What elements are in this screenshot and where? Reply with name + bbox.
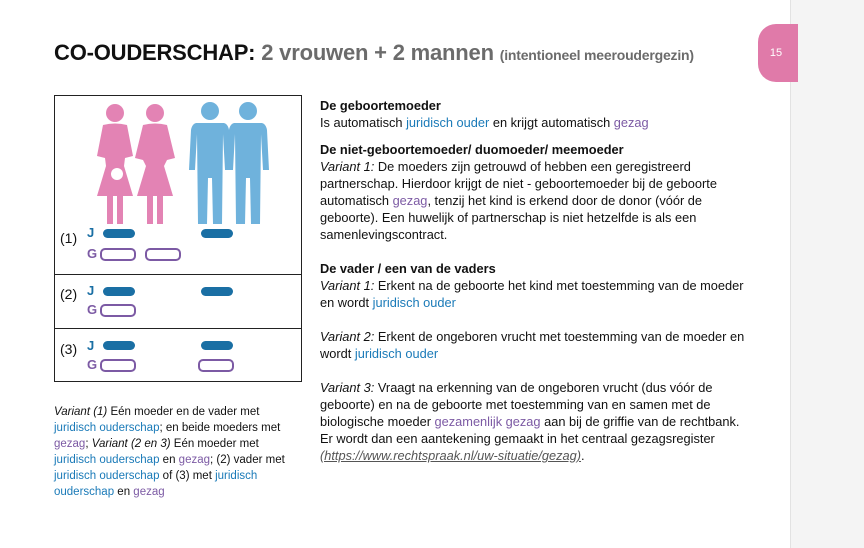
gezag-bar xyxy=(198,359,234,372)
juridisch-bar xyxy=(103,287,135,296)
section-heading: De vader / een van de vaders xyxy=(320,261,496,276)
figure-divider xyxy=(55,328,301,329)
rechtspraak-link[interactable]: (https://www.rechtspraak.nl/uw-situatie/gezag) xyxy=(320,448,582,463)
juridisch-bar xyxy=(201,287,233,296)
juridisch-bar xyxy=(201,341,233,350)
gezag-bar xyxy=(100,304,136,317)
page-number-tab: 15 xyxy=(758,24,798,82)
section-heading: De geboortemoeder xyxy=(320,98,441,113)
gezag-label: G xyxy=(87,246,98,261)
section-paragraph: Variant 1: De moeders zijn getrouwd of hebben een geregistreerd partnerschap. Hierdoor krijgt de niet - geboortemoeder bij de geboorte automatisch gezag, tenzij het kind is erkend door de donor (vóór de geboorte). Een huwelijk of partnerschap is niet hetzelfde is als een samenlevingscontract. xyxy=(320,159,717,242)
juridisch-label: J xyxy=(87,225,95,240)
section-paragraph: Is automatisch juridisch ouder en krijgt automatisch gezag xyxy=(320,115,649,130)
section-paragraph: Variant 3: Vraagt na erkenning van de ongeboren vrucht (dus vóór de geboorte) en na de geboorte met toestemming van en samen met de biologische moeder gezamenlijk gezag aan bij de griffie van de rechtbank. Er wordt dan een aantekening gemaakt in het centraal gezagsregister (https://www.rechtspraak.nl/uw-situatie/gezag). xyxy=(320,380,740,463)
row-label: (2) xyxy=(60,286,78,302)
woman-icon xyxy=(135,104,175,224)
juridisch-bar xyxy=(103,341,135,350)
gezag-label: G xyxy=(87,357,98,372)
section-heading: De niet-geboortemoeder/ duomoeder/ meemoeder xyxy=(320,142,624,157)
title-sub: 2 vrouwen + 2 mannen xyxy=(261,40,494,65)
juridisch-bar xyxy=(103,229,135,238)
gezag-bar xyxy=(100,248,136,261)
section-paragraph: Variant 2: Erkent de ongeboren vrucht met toestemming van de moeder en wordt juridisch ouder xyxy=(320,329,745,361)
title-main: CO-OUDERSCHAP: xyxy=(54,40,256,65)
page-edge xyxy=(790,0,864,548)
page-title xyxy=(54,40,694,66)
baby-icon xyxy=(111,168,123,180)
parents-figure xyxy=(54,95,302,382)
woman-icon xyxy=(97,104,133,224)
figure-caption: Variant (1) Eén moeder en de vader met juridisch ouderschap; en beide moeders met gezag; Variant (2 en 3) Eén moeder met juridisch ouderschap en gezag; (2) vader met juridisch ouderschap of (3) met juridisch ouderschap en gezag xyxy=(54,406,285,498)
juridisch-label: J xyxy=(87,283,95,298)
figure-divider xyxy=(55,274,301,275)
row-label: (3) xyxy=(60,341,78,357)
section-paragraph: Variant 1: Erkent na de geboorte het kind met toestemming van de moeder en wordt juridisch ouder xyxy=(320,278,744,310)
gezag-bar xyxy=(100,359,136,372)
body-text xyxy=(320,97,750,464)
parents-illustration xyxy=(55,96,301,224)
juridisch-label: J xyxy=(87,338,95,353)
juridisch-bar xyxy=(201,229,233,238)
man-icon xyxy=(227,102,269,224)
title-note: (intentioneel meeroudergezin) xyxy=(499,47,694,63)
gezag-bar xyxy=(145,248,181,261)
man-icon xyxy=(189,102,231,224)
row-label: (1) xyxy=(60,230,78,246)
gezag-label: G xyxy=(87,302,98,317)
